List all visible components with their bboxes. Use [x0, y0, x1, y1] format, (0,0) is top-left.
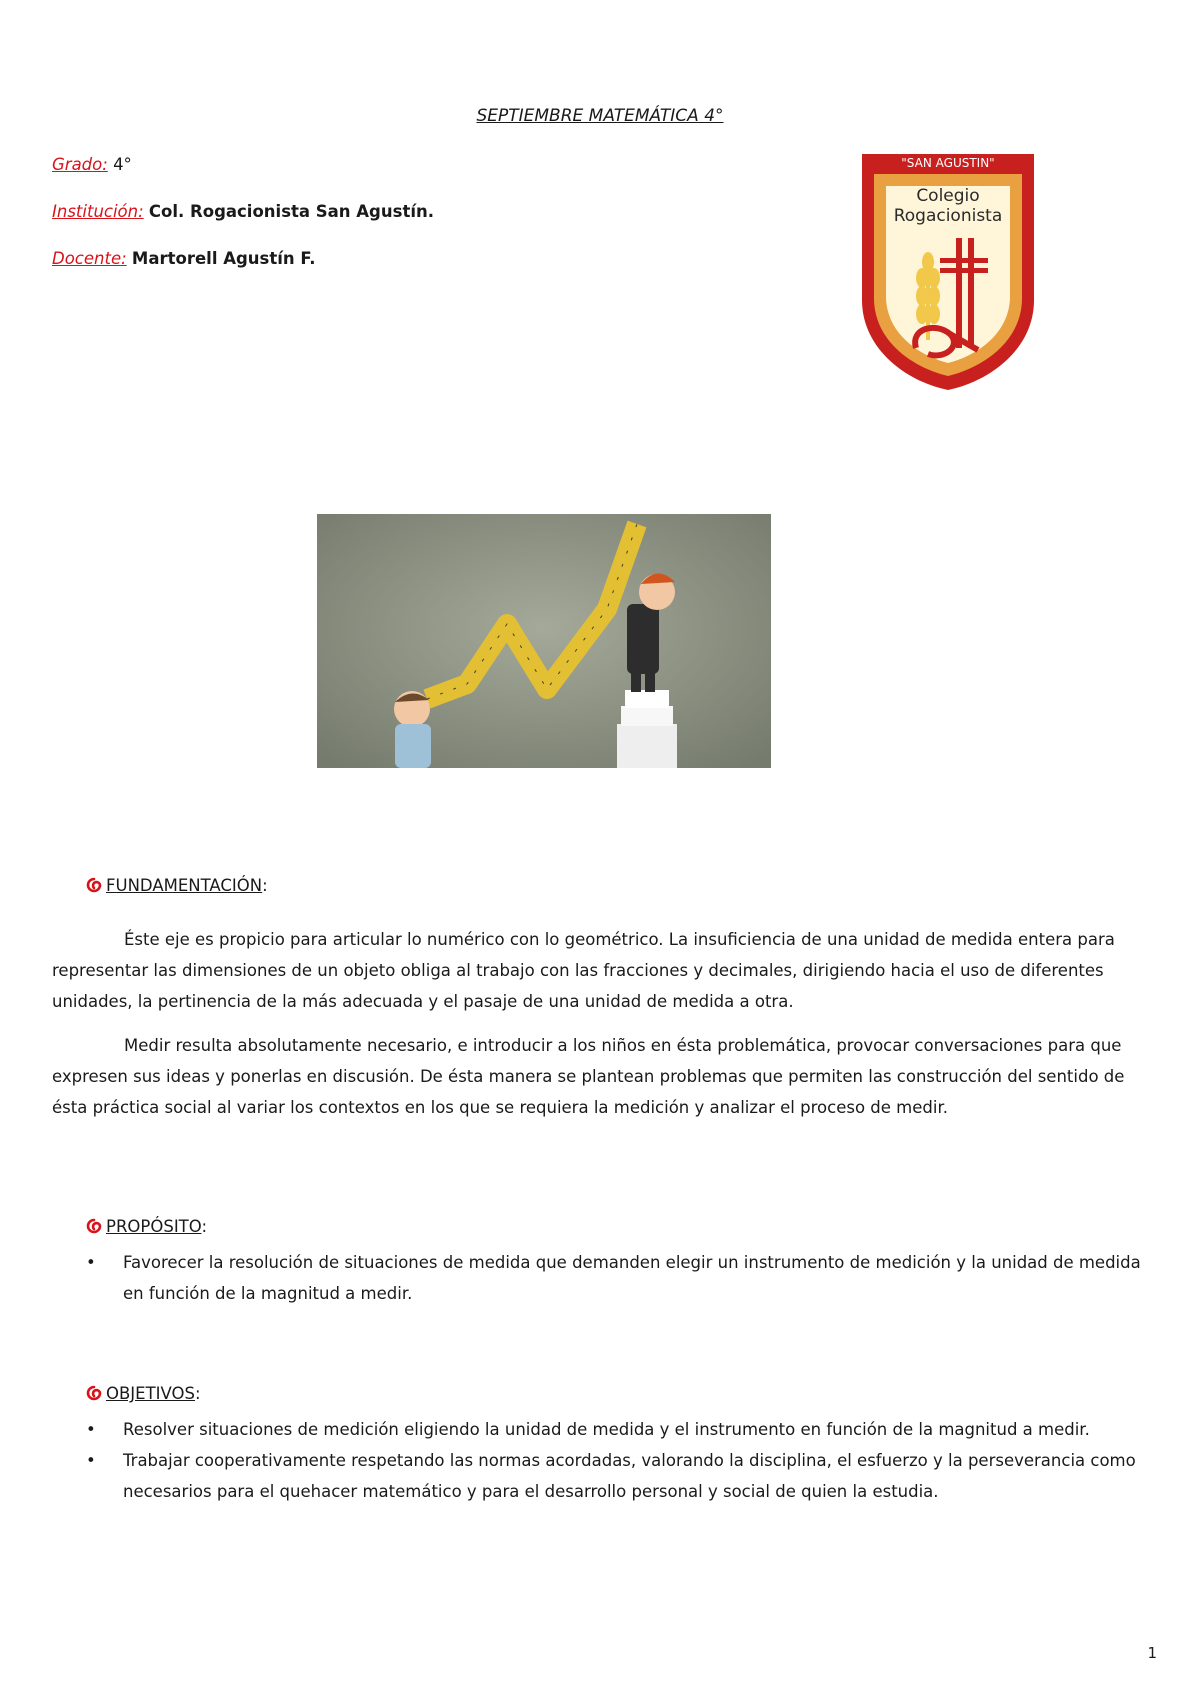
list-item	[86, 1445, 1148, 1507]
objetivos-colon: :	[195, 1384, 201, 1403]
grade-line	[52, 155, 132, 174]
fundamentacion-colon: :	[262, 876, 268, 895]
swirl-icon	[86, 1385, 106, 1405]
fundamentacion-heading	[86, 876, 268, 897]
fundamentacion-text-2: Medir resulta absolutamente necesario, e introducir a los niños en ésta problemática, provocar conversaciones para que expresen sus ideas y ponerlas en discusión. De ésta manera se plantean problemas que permiten las construcción del sentido de ésta práctica social al variar los contextos en los que se requiera la medición y analizar el proceso de medir.	[52, 1036, 1125, 1117]
fundamentacion-paragraph-1	[52, 924, 1148, 1017]
proposito-colon: :	[201, 1217, 208, 1236]
fundamentacion-title: FUNDAMENTACIÓN	[106, 876, 263, 895]
objetivos-heading	[86, 1384, 201, 1405]
teacher-line	[52, 249, 316, 268]
teacher-label: Docente:	[52, 249, 127, 268]
document-title: SEPTIEMBRE MATEMÁTICA 4°	[476, 106, 724, 126]
proposito-title: PROPÓSITO	[106, 1217, 202, 1236]
grade-value: 4°	[113, 155, 132, 174]
school-crest-icon	[858, 150, 1038, 392]
list-item	[86, 1247, 1148, 1309]
bullet-icon: •	[86, 1253, 96, 1272]
proposito-heading	[86, 1217, 207, 1238]
objetivos-item-2: Trabajar cooperativamente respetando las normas acordadas, valorando la disciplina, el esfuerzo y la perseverancia como necesarios para el quehacer matemático y para el desarrollo personal y social de quien la estudia.	[123, 1451, 1136, 1501]
measuring-illustration	[317, 514, 771, 768]
proposito-item-1: Favorecer la resolución de situaciones de medida que demanden elegir un instrumento de medición y la unidad de medida en función de la magnitud a medir.	[123, 1253, 1141, 1303]
objetivos-list	[86, 1414, 1148, 1507]
institution-label: Institución:	[52, 202, 144, 221]
school-logo	[858, 150, 1038, 392]
measuring-tape-illustration	[317, 514, 771, 768]
list-item	[86, 1414, 1148, 1445]
logo-line1: Colegio	[916, 186, 980, 206]
bullet-icon: •	[86, 1420, 96, 1439]
page-number: 1	[1147, 1644, 1157, 1662]
institution-line	[52, 202, 434, 221]
teacher-value: Martorell Agustín F.	[131, 249, 316, 268]
logo-top-text: "SAN AGUSTIN"	[901, 156, 995, 170]
grade-label: Grado:	[52, 155, 108, 174]
swirl-icon	[86, 877, 106, 897]
fundamentacion-text-1: Éste eje es propicio para articular lo numérico con lo geométrico. La insuficiencia de una unidad de medida entera para representar las dimensiones de un objeto obliga al trabajo con las fracciones y decimales, dirigiendo hacia el uso de diferentes unidades, la pertinencia de la más adecuada y el pasaje de una unidad de medida a otra.	[52, 930, 1115, 1011]
objetivos-title: OBJETIVOS	[106, 1384, 196, 1403]
fundamentacion-paragraph-2	[52, 1030, 1148, 1123]
logo-line2: Rogacionista	[893, 206, 1003, 226]
institution-value: Col. Rogacionista San Agustín.	[148, 202, 434, 221]
proposito-list	[86, 1247, 1148, 1309]
objetivos-item-1: Resolver situaciones de medición eligiendo la unidad de medida y el instrumento en función de la magnitud a medir.	[123, 1420, 1090, 1439]
bullet-icon: •	[86, 1451, 96, 1470]
swirl-icon	[86, 1218, 106, 1238]
